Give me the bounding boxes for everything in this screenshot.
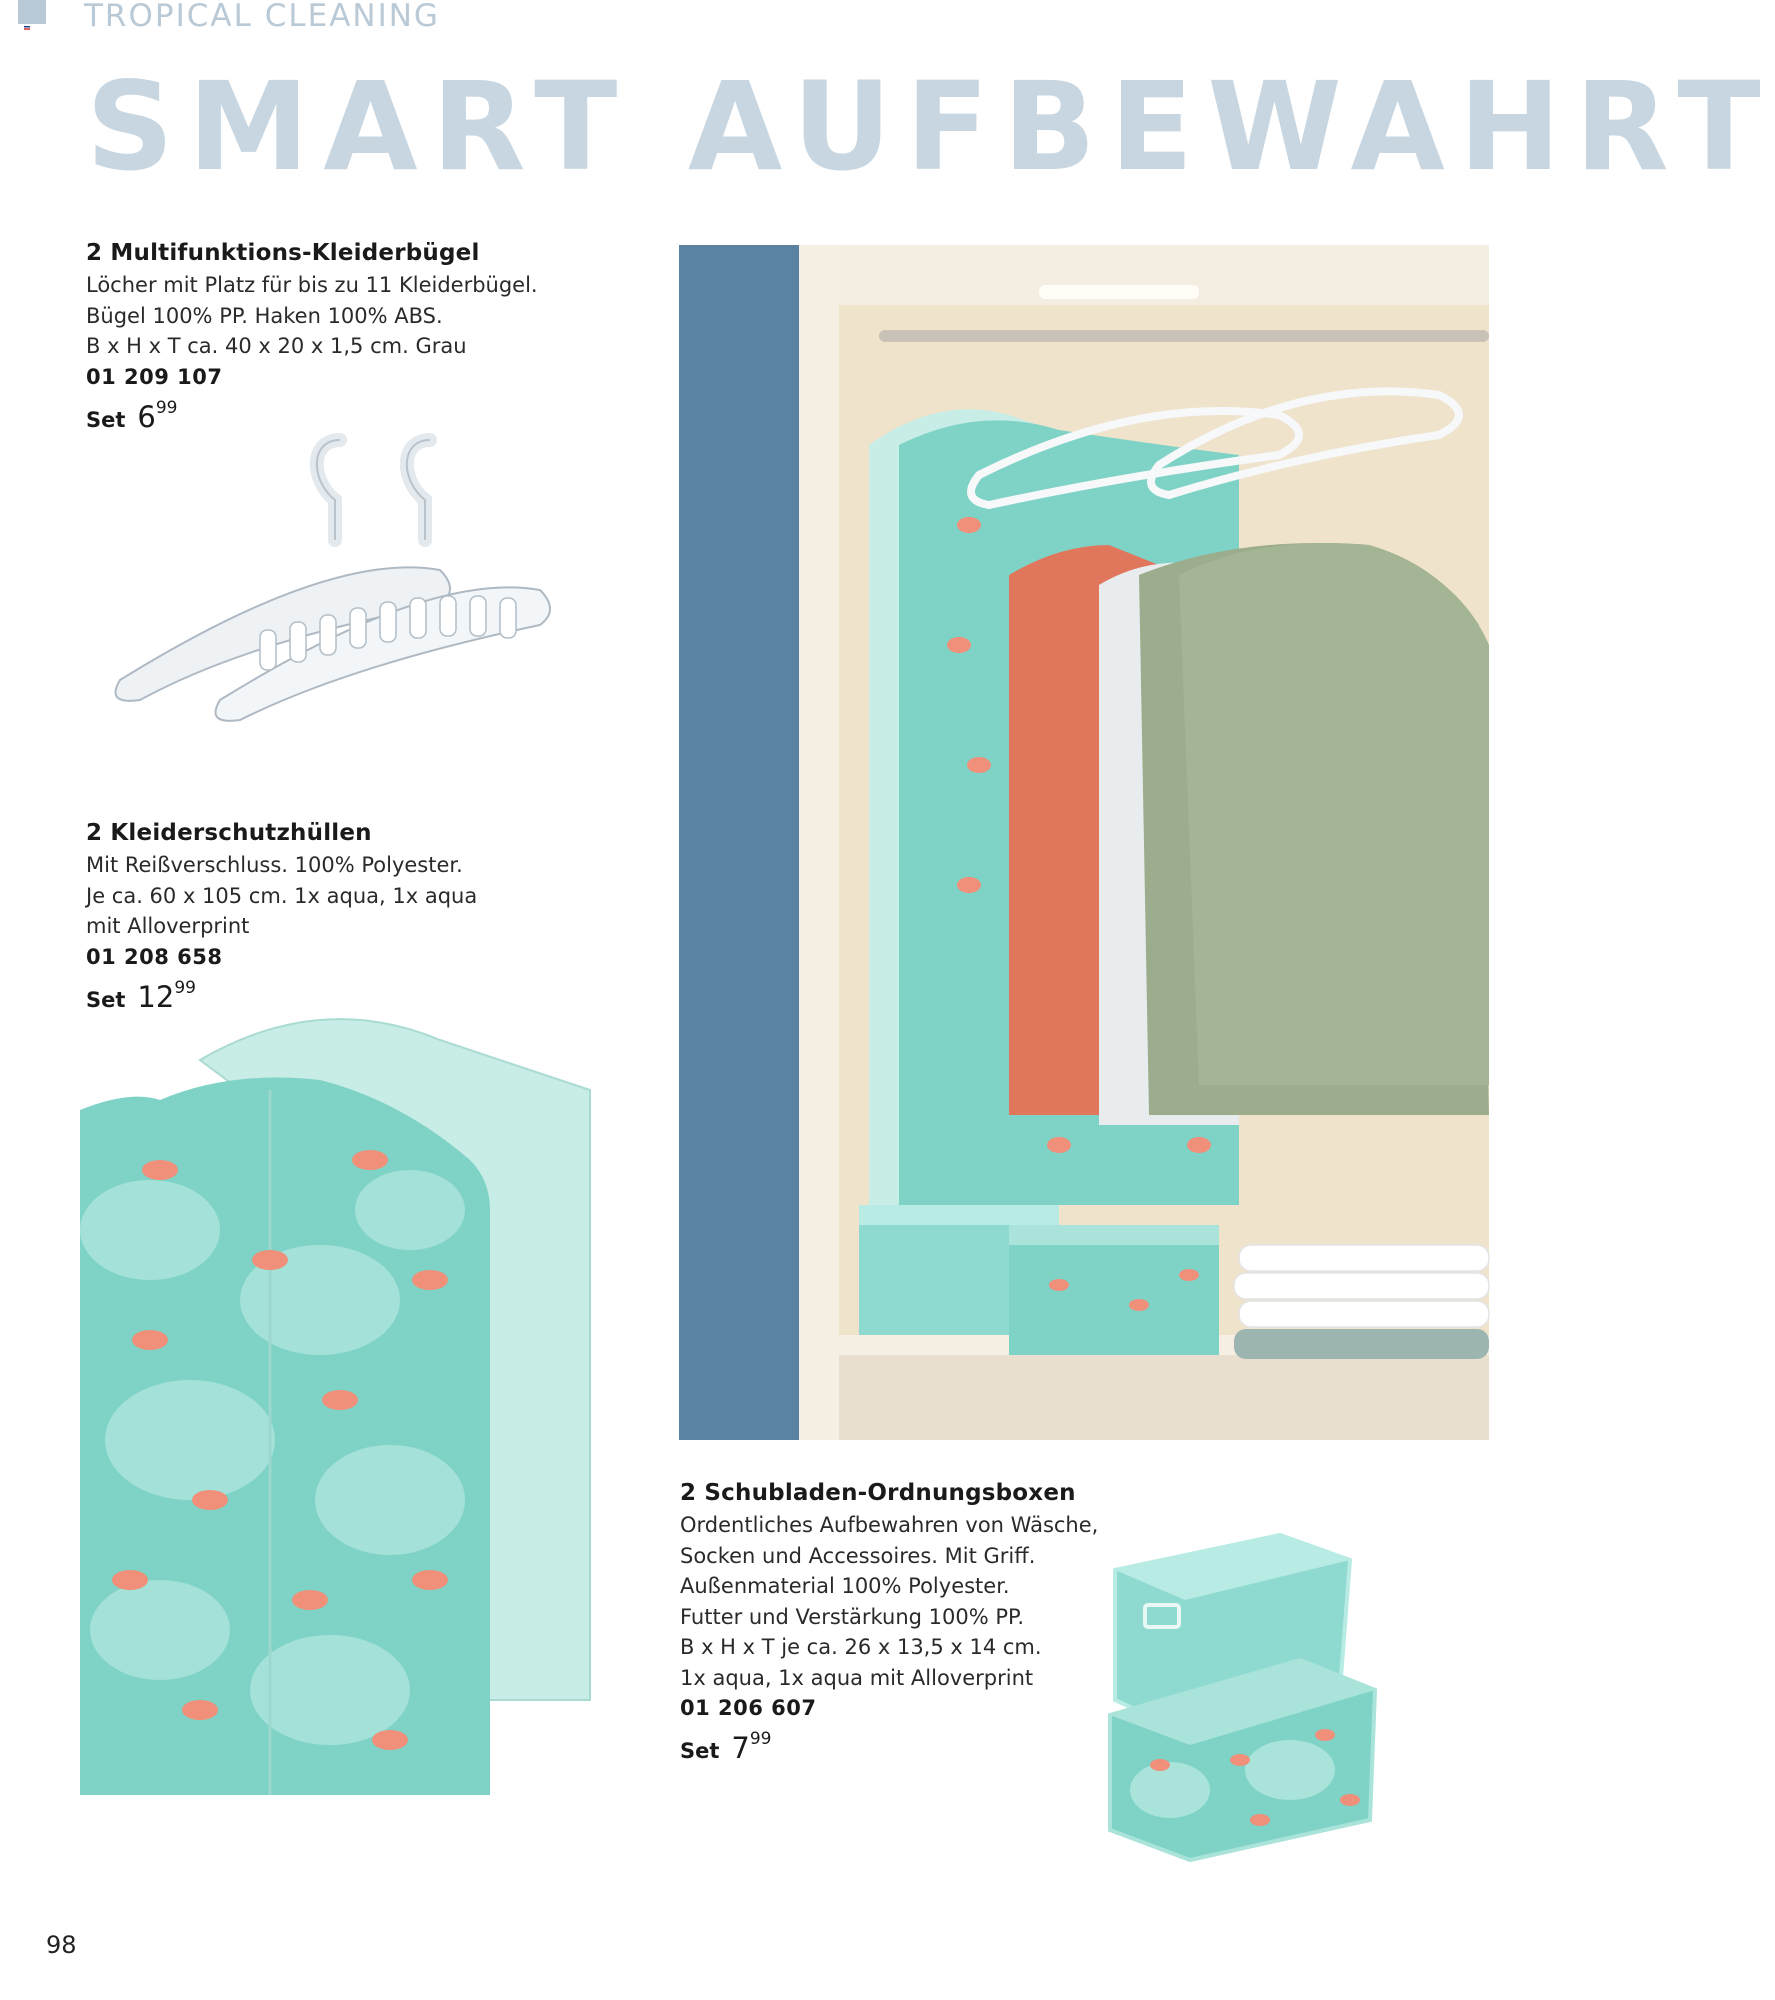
garment-bags-image [70,977,610,1810]
product-desc-line: Mit Reißverschluss. 100% Polyester. [86,853,463,877]
product-drawer-boxes [680,1480,1140,1765]
price-prefix: Set [86,987,126,1012]
price-euro: 7 [731,1731,750,1765]
product-hangers [86,240,626,434]
price-cent: 99 [749,1729,772,1749]
drawer-boxes-image [1100,1520,1390,1860]
product-desc-line: Futter und Verstärkung 100% PP. [680,1604,1025,1629]
article-number: 01 208 658 [86,944,223,969]
product-desc-line: mit Alloverprint [86,914,250,938]
page-number: 98 [46,1931,77,1959]
hangers-image [100,430,580,750]
closet-photo [679,245,1489,1440]
product-desc-line: 1x aqua, 1x aqua mit Alloverprint [680,1665,1034,1690]
price-euro: 12 [137,979,175,1014]
product-desc-line: B x H x T je ca. 26 x 13,5 x 14 cm. [680,1635,1042,1659]
product-desc-line: Socken und Accessoires. Mit Griff. [680,1543,1036,1568]
price [86,397,626,434]
article-number: 01 206 607 [680,1696,817,1720]
price-cent: 99 [174,977,196,998]
product-desc-line: Je ca. 60 x 105 cm. 1x aqua, 1x aqua [86,883,478,908]
price-prefix: Set [680,1739,720,1763]
product-title: 2 Multifunktions-Kleiderbügel [86,240,480,266]
article-number: 01 209 107 [86,364,223,389]
product-desc-line: Bügel 100% PP. Haken 100% ABS. [86,303,443,328]
price-euro: 6 [137,399,156,434]
price-prefix: Set [86,407,126,432]
product-title: 2 Kleiderschutzhüllen [86,820,372,846]
product-desc-line: Löcher mit Platz für bis zu 11 Kleiderbügel. [86,273,538,297]
price-cent: 99 [155,397,178,418]
product-desc-line: Außenmaterial 100% Polyester. [680,1574,1010,1598]
section-kicker: TROPICAL CLEANING [84,0,440,34]
brand-logo [18,0,46,30]
product-desc-line: Ordentliches Aufbewahren von Wäsche, [680,1513,1099,1537]
price [680,1731,1140,1765]
page-headline: SMART AUFBEWAHRT [86,56,1775,198]
product-desc-line: B x H x T ca. 40 x 20 x 1,5 cm. Grau [86,334,467,358]
product-title: 2 Schubladen-Ordnungsboxen [680,1480,1076,1506]
